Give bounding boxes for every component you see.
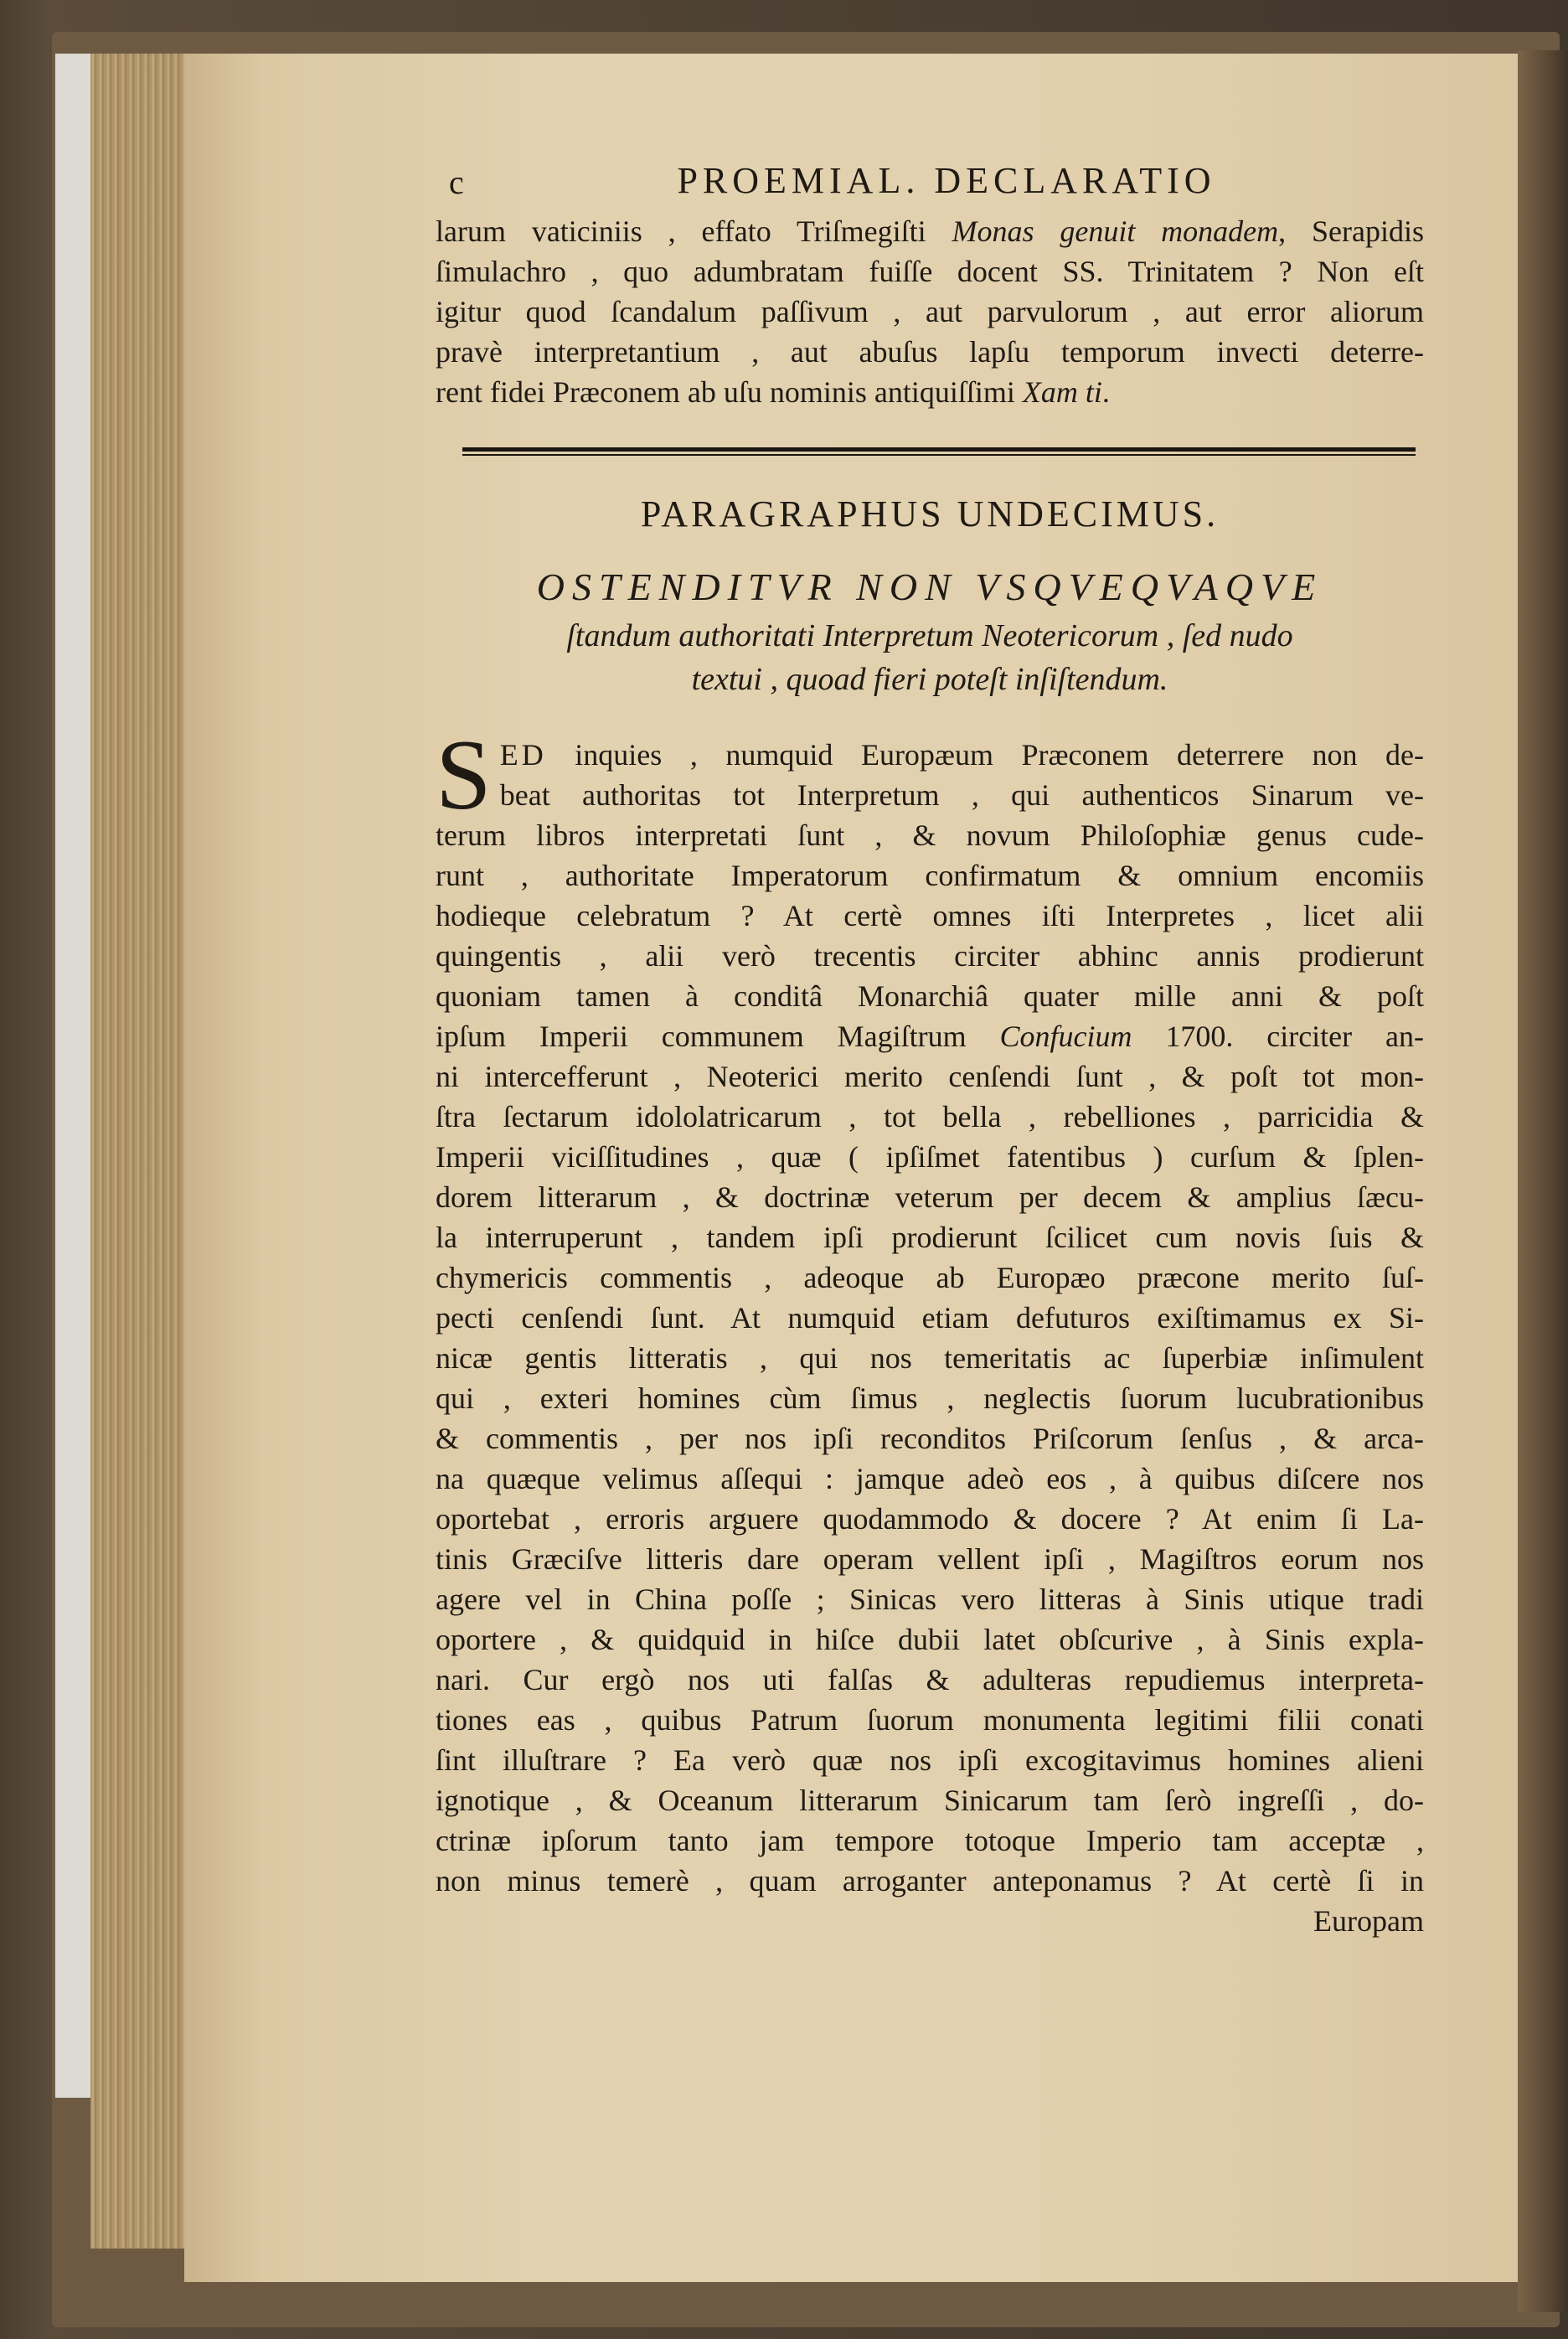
drop-cap: S <box>436 719 492 830</box>
body-lines <box>436 719 1424 1901</box>
text-line <box>436 332 1424 372</box>
subtitle-line-3: textui , quoad fieri poteſt inſiſtendum. <box>691 662 1168 697</box>
text-line <box>436 1056 1424 1097</box>
line-text: , Serapidis <box>1278 214 1424 248</box>
section-heading: PARAGRAPHUS UNDECIMUS. <box>640 493 1220 534</box>
text-line <box>436 1660 1424 1700</box>
text-line <box>436 211 1424 251</box>
continued-paragraph <box>436 211 1424 412</box>
line-text: inquies , numquid Europæum Præconem deterrere non de- <box>546 738 1424 772</box>
line-text: agere vel in China poſſe ; Sinicas vero litteras à Sinis utique tradi <box>436 1583 1424 1616</box>
text-line <box>436 1700 1424 1740</box>
text-line <box>436 1579 1424 1619</box>
section-rule <box>462 447 1416 456</box>
text-line <box>436 1539 1424 1579</box>
text-line <box>436 251 1424 292</box>
text-line <box>436 1217 1424 1257</box>
page-content <box>436 159 1424 1941</box>
text-line <box>436 1418 1424 1459</box>
first-word: ED <box>499 738 547 772</box>
line-text: pecti cenſendi ſunt. At numquid etiam defuturos exiſtimamus ex Si- <box>436 1301 1424 1335</box>
line-text: terum libros interpretati ſunt , & novum Philoſophiæ genus cude- <box>436 818 1424 852</box>
line-text: tiones eas , quibus Patrum ſuorum monumenta legitimi filii conati <box>436 1703 1424 1737</box>
text-line <box>436 292 1424 332</box>
text-line <box>436 1861 1424 1901</box>
text-line <box>436 1338 1424 1378</box>
line-text: dorem litterarum , & doctrinæ veterum per decem & amplius ſæcu- <box>436 1180 1424 1214</box>
text-line <box>436 1820 1424 1861</box>
line-text: runt , authoritate Imperatorum confirmatum & omnium encomiis <box>436 859 1424 892</box>
line-text: oportebat , erroris arguere quodammodo & docere ? At enim ſi La- <box>436 1502 1424 1536</box>
line-text: hodieque celebratum ? At certè omnes iſti Interpretes , licet alii <box>436 899 1424 932</box>
line-text: ctrinæ ipſorum tanto jam tempore totoque Imperio tam acceptæ , <box>436 1824 1424 1857</box>
line-text: larum vaticiniis , effato Triſmegiſti <box>436 214 952 248</box>
line-text: ſint illuſtrare ? Ea verò quæ nos ipſi excogitavimus homines alieni <box>436 1743 1424 1777</box>
line-text: la interruperunt , tandem ipſi prodierunt ſcilicet cum novis ſuis & <box>436 1221 1424 1254</box>
text-line <box>436 775 1424 815</box>
page-signature: c <box>449 163 464 201</box>
running-title: PROEMIAL. DECLARATIO <box>677 160 1216 201</box>
line-text: chymericis commentis , adeoque ab Europæo præcone merito ſuſ- <box>436 1261 1424 1294</box>
text-line <box>436 976 1424 1016</box>
line-text: beat authoritas tot Interpretum , qui authenticos Sinarum ve- <box>499 778 1424 812</box>
text-line <box>436 735 1424 775</box>
text-line <box>436 855 1424 896</box>
line-text: nari. Cur ergò nos uti falſas & adulteras repudiemus interpreta- <box>436 1663 1424 1696</box>
text-line <box>436 1097 1424 1137</box>
text-line <box>436 1780 1424 1820</box>
line-text: . <box>1101 375 1110 409</box>
text-line <box>436 936 1424 976</box>
text-line <box>436 815 1424 855</box>
subtitle-line-1: OSTENDITVR NON VSQVEQVAQVE <box>536 565 1323 608</box>
text-line <box>436 1740 1424 1780</box>
text-line <box>436 1499 1424 1539</box>
italic-text: Confucium <box>999 1020 1132 1053</box>
body-paragraph <box>436 719 1424 1941</box>
line-text: quingentis , alii verò trecentis circiter abhinc annis prodierunt <box>436 939 1424 973</box>
text-line <box>436 1378 1424 1418</box>
line-text: Imperii viciſſitudines , quæ ( ipſiſmet fatentibus ) curſum & ſplen- <box>436 1140 1424 1174</box>
line-text: nicæ gentis litteratis , qui nos temeritatis ac ſuperbiæ inſimulent <box>436 1341 1424 1375</box>
catchword: Europam <box>1313 1904 1424 1938</box>
line-text: non minus temerè , quam arroganter anteponamus ? At certè ſi in <box>436 1864 1424 1898</box>
paper-strip <box>55 54 92 2098</box>
line-text: ipſum Imperii communem Magiſtrum <box>436 1020 1000 1053</box>
line-text: ſtra ſectarum idololatricarum , tot bella , rebelliones , parricidia & <box>436 1100 1424 1133</box>
line-text: igitur quod ſcandalum paſſivum , aut parvulorum , aut error aliorum <box>436 295 1424 328</box>
line-text: rent fidei Præconem ab uſu nominis antiquiſſimi <box>436 375 1023 409</box>
subtitle-line-2: ſtandum authoritati Interpretum Neotericorum , ſed nudo <box>566 618 1293 653</box>
line-text: ni intercefferunt , Neoterici merito cenſendi ſunt , & poſt tot mon- <box>436 1060 1424 1093</box>
text-line <box>436 896 1424 936</box>
line-text: na quæque velimus aſſequi : jamque adeò eos , à quibus diſcere nos <box>436 1462 1424 1495</box>
text-line <box>436 1298 1424 1338</box>
line-text: ſimulachro , quo adumbratam fuiſſe docent SS. Trinitatem ? Non eſt <box>436 255 1424 288</box>
line-text: ignotique , & Oceanum litterarum Sinicarum tam ſerò ingreſſi , do- <box>436 1784 1424 1817</box>
italic-text: Monas genuit monadem <box>952 214 1279 248</box>
text-line <box>436 1257 1424 1298</box>
text-line <box>436 1016 1424 1056</box>
line-text: 1700. circiter an- <box>1132 1020 1424 1053</box>
text-line <box>436 1177 1424 1217</box>
line-text: tinis Græciſve litteris dare operam vellent ipſi , Magiſtros eorum nos <box>436 1542 1424 1576</box>
line-text: quoniam tamen à conditâ Monarchiâ quater mille anni & poſt <box>436 979 1424 1013</box>
text-line <box>436 1137 1424 1177</box>
italic-text: Xam ti <box>1022 375 1102 409</box>
book-spine <box>1518 50 1568 2312</box>
line-text: & commentis , per nos ipſi reconditos Priſcorum ſenſus , & arca- <box>436 1422 1424 1455</box>
text-line <box>436 372 1424 412</box>
text-line <box>436 1619 1424 1660</box>
running-head <box>436 159 1424 211</box>
line-text: oportere , & quidquid in hiſce dubii latet obſcurive , à Sinis expla- <box>436 1623 1424 1656</box>
line-text: qui , exteri homines cùm ſimus , neglectis ſuorum lucubrationibus <box>436 1381 1424 1415</box>
text-line <box>436 1459 1424 1499</box>
section-subtitle <box>436 560 1424 701</box>
line-text: pravè interpretantium , aut abuſus lapſu temporum invecti deterre- <box>436 335 1424 369</box>
